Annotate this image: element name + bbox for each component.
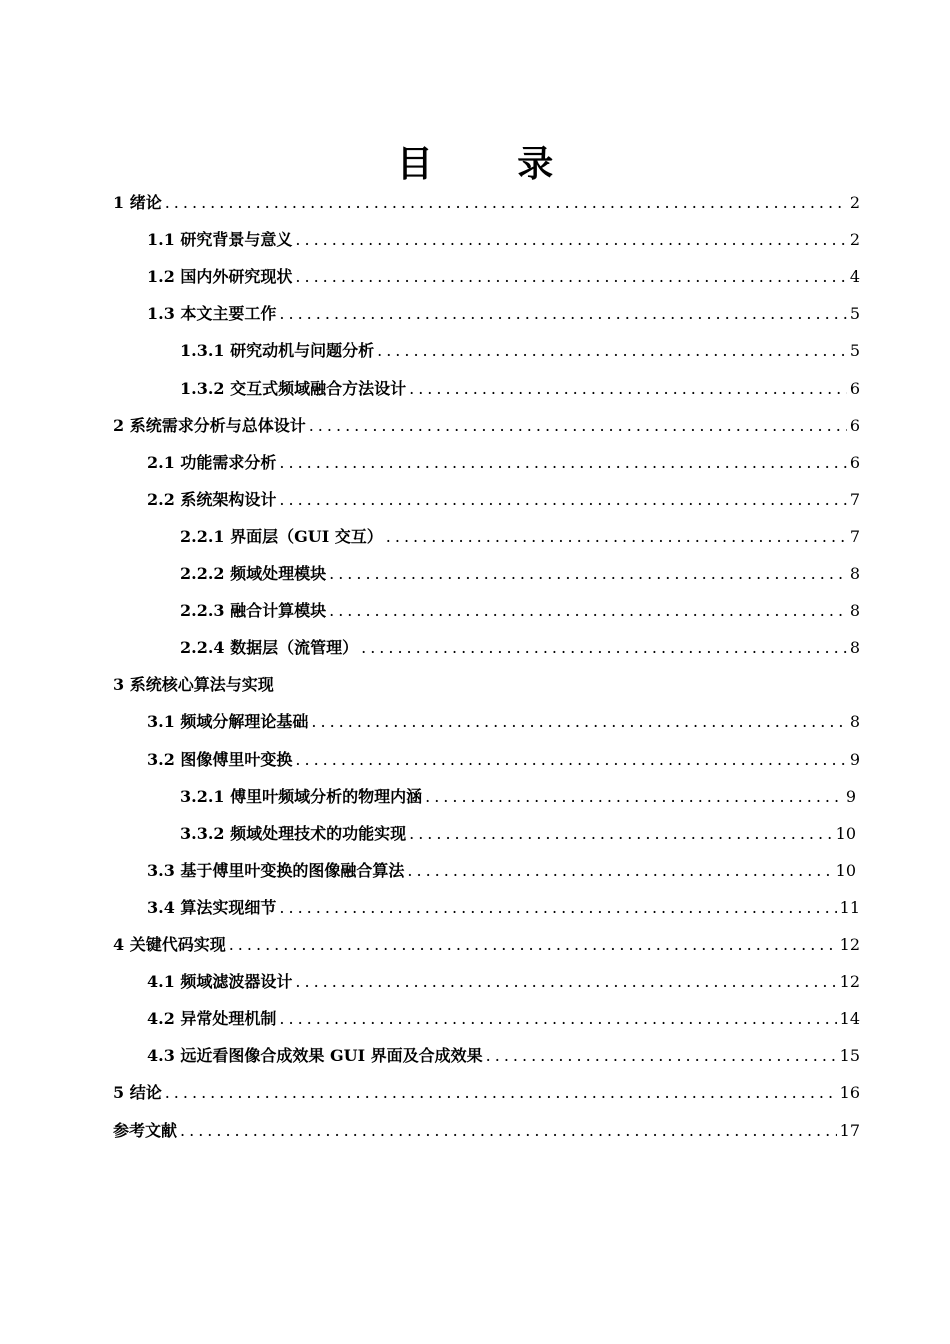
toc-entry-label: 3.3.2 频域处理技术的功能实现 [180,823,407,843]
toc-leader-dots [386,527,847,547]
toc-entry-page: 6 [849,415,860,435]
toc-leader-dots [165,1083,837,1103]
toc-leader-dots [425,787,843,807]
toc-entry-2-2-2[interactable] [180,558,860,584]
toc-entry-page: 17 [839,1120,860,1140]
toc-entry-label: 3 系统核心算法与实现 [113,675,274,695]
toc-entry-4[interactable] [113,929,860,955]
toc-entry-label: 1.1 研究背景与意义 [147,230,293,250]
toc-entry-page: 12 [839,972,860,992]
toc-entry-label: 2 系统需求分析与总体设计 [113,415,306,435]
toc-entry-page: 9 [849,749,860,769]
toc-entry-2-2-3[interactable] [180,595,860,621]
toc-entry-1-3[interactable] [147,298,860,324]
toc-entry-label: 2.2.3 融合计算模块 [180,601,327,621]
toc-leader-dots [295,267,846,287]
toc-entry-3-2[interactable] [147,744,860,770]
toc-entry-page: 16 [839,1083,860,1103]
toc-leader-dots [279,898,836,918]
toc-leader-dots [279,453,846,473]
toc-entry-label: 1.3 本文主要工作 [147,304,277,324]
toc-entry-page: 10 [835,823,856,843]
toc-entry-4-2[interactable] [147,1003,860,1029]
toc-leader-dots [279,490,846,510]
toc-entry-label: 4.3 远近看图像合成效果 GUI 界面及合成效果 [147,1046,483,1066]
toc-entry-label: 1 绪论 [113,193,162,212]
toc-title: 目 录 [396,143,590,185]
toc-entry-label: 1.3.2 交互式频域融合方法设计 [180,378,407,398]
toc-entry-page: 6 [849,378,860,398]
toc-entry-label: 1.2 国内外研究现状 [147,267,293,287]
toc-leader-dots [295,972,836,992]
toc-entry-1-3-1[interactable] [180,335,860,361]
toc-leader-dots [329,601,847,621]
toc-leader-dots [295,230,846,250]
toc-entry-1-2[interactable] [147,261,860,287]
toc-leader-dots [329,564,847,584]
toc-leader-dots [311,712,846,732]
toc-entry-2-1[interactable] [147,447,860,473]
toc-leader-dots [279,1009,836,1029]
toc-entry-page: 8 [849,712,860,732]
toc-entry-page: 6 [849,452,860,472]
toc-entry-5[interactable] [113,1077,860,1103]
toc-entry-page: 2 [849,230,860,250]
toc-entry-label: 5 结论 [113,1083,162,1103]
toc-entry-page: 2 [849,193,860,212]
toc-leader-dots [361,638,847,658]
toc-leader-dots [486,1046,837,1066]
toc-entry-label: 2.2 系统架构设计 [147,489,277,509]
toc-entry-page: 15 [839,1046,860,1066]
toc-entry-3-1[interactable] [147,706,860,732]
toc-leader-dots [309,416,847,436]
toc-entry-page: 10 [835,860,856,880]
toc-leader-dots [229,935,837,955]
toc-entry-2-2-1[interactable] [180,521,860,547]
toc-entry-references[interactable] [113,1115,860,1141]
toc-entry-page: 4 [849,267,860,287]
toc-entry-page: 7 [849,526,860,546]
toc-entry-page: 11 [839,897,860,917]
toc-entry-label: 参考文献 [113,1120,178,1140]
toc-entry-label: 3.3 基于傅里叶变换的图像融合算法 [147,860,405,880]
toc-entry-2-2-4[interactable] [180,632,860,658]
toc-entry-page: 7 [849,489,860,509]
toc-entry-3-3[interactable] [147,855,856,881]
toc-entry-3[interactable] [113,669,860,695]
toc-entry-label: 4.1 频域滤波器设计 [147,972,293,992]
toc-entry-4-1[interactable] [147,966,860,992]
toc-entry-label: 4 关键代码实现 [113,935,226,954]
toc-entry-label: 3.2 图像傅里叶变换 [147,749,293,769]
toc-entry-page: 5 [849,304,860,324]
toc-entry-label: 1.3.1 研究动机与问题分析 [180,341,375,361]
toc-leader-dots [279,304,846,324]
toc-entry-1-1[interactable] [147,224,860,250]
toc-entry-label: 2.1 功能需求分析 [147,452,277,472]
toc-entry-label: 4.2 异常处理机制 [147,1009,277,1029]
toc-entry-2[interactable] [113,410,860,436]
toc-entry-label: 2.2.4 数据层（流管理） [180,638,359,658]
toc-entry-page: 14 [839,1009,860,1029]
toc-entry-label: 2.2.1 界面层（GUI 交互） [180,526,383,546]
toc-entry-3-2-1[interactable] [180,781,856,807]
toc-leader-dots [180,1121,837,1141]
toc-entry-page: 8 [849,638,860,658]
toc-entry-page: 12 [839,935,860,954]
toc-leader-dots [295,750,846,770]
toc-entry-page: 5 [849,341,860,361]
toc-leader-dots [409,379,847,399]
toc-leader-dots [377,341,847,361]
toc-entry-3-3-2[interactable] [180,818,856,844]
toc-entry-4-3[interactable] [147,1040,860,1066]
toc-entry-label: 2.2.2 频域处理模块 [180,564,327,583]
toc-entry-3-4[interactable] [147,892,860,918]
toc-entry-page: 9 [845,786,856,806]
toc-entry-label: 3.2.1 傅里叶频域分析的物理内涵 [180,786,423,806]
toc-entry-2-2[interactable] [147,484,860,510]
toc-leader-dots [409,824,833,844]
toc-entry-label: 3.1 频域分解理论基础 [147,712,309,732]
toc-entry-1-3-2[interactable] [180,373,860,399]
toc-leader-dots [407,861,832,881]
toc-entry-1[interactable] [113,187,860,213]
toc-entry-label: 3.4 算法实现细节 [147,897,277,917]
toc-leader-dots [165,193,847,213]
toc-entry-page: 8 [849,564,860,583]
toc-entry-page: 8 [849,601,860,621]
